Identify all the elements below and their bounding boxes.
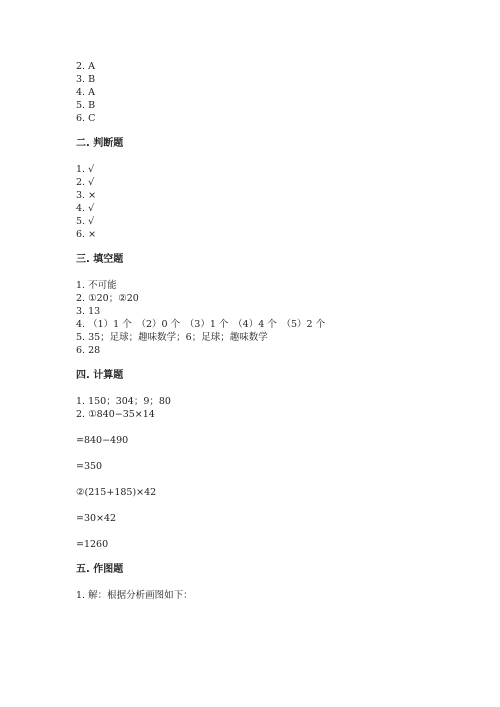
answer-line: 5. 35；足球；趣味数学；6；足球；趣味数学 bbox=[76, 332, 268, 343]
answer-line: 1. 不可能 bbox=[76, 280, 117, 291]
drawing-answers bbox=[76, 589, 456, 602]
calculation-answers bbox=[76, 395, 456, 551]
answer-line: 5. √ bbox=[76, 216, 95, 227]
calculation-step: ②(215+185)×42 bbox=[76, 487, 157, 498]
fill-blank-answers bbox=[76, 279, 456, 357]
answer-line: 1. 150；304；9；80 bbox=[76, 396, 171, 407]
answer-line: 3. × bbox=[76, 190, 97, 201]
section-heading-fill-blank: 三. 填空题 bbox=[76, 254, 124, 265]
answer-line: 6. C bbox=[76, 113, 96, 124]
answer-line: 4. A bbox=[76, 87, 95, 98]
choice-answers bbox=[76, 60, 456, 125]
answer-line: 3. B bbox=[76, 74, 96, 85]
section-heading-judgment: 二. 判断题 bbox=[76, 138, 124, 149]
answer-line: 6. × bbox=[76, 229, 97, 240]
section-heading-drawing: 五. 作图题 bbox=[76, 564, 124, 575]
section-heading-calculation: 四. 计算题 bbox=[76, 370, 124, 381]
answer-line: 2. ①840−35×14 bbox=[76, 409, 155, 420]
calculation-step: =840−490 bbox=[76, 435, 129, 446]
calculation-step: =30×42 bbox=[76, 513, 117, 524]
calculation-step: =350 bbox=[76, 461, 103, 472]
answer-line: 2. √ bbox=[76, 177, 95, 188]
answer-line: 4. √ bbox=[76, 203, 95, 214]
answer-line: 1. √ bbox=[76, 164, 95, 175]
judgment-answers bbox=[76, 163, 456, 241]
answer-line: 3. 13 bbox=[76, 306, 101, 317]
answer-line: 6. 28 bbox=[76, 345, 101, 356]
answer-page bbox=[76, 60, 456, 602]
answer-line: 2. ①20；②20 bbox=[76, 293, 139, 304]
answer-line: 5. B bbox=[76, 100, 96, 111]
answer-line: 4. （1）1 个 （2）0 个 （3）1 个 （4）4 个 （5）2 个 bbox=[76, 319, 326, 330]
calculation-step: =1260 bbox=[76, 539, 109, 550]
answer-line: 1. 解：根据分析画图如下： bbox=[76, 590, 193, 601]
answer-line: 2. A bbox=[76, 61, 95, 72]
